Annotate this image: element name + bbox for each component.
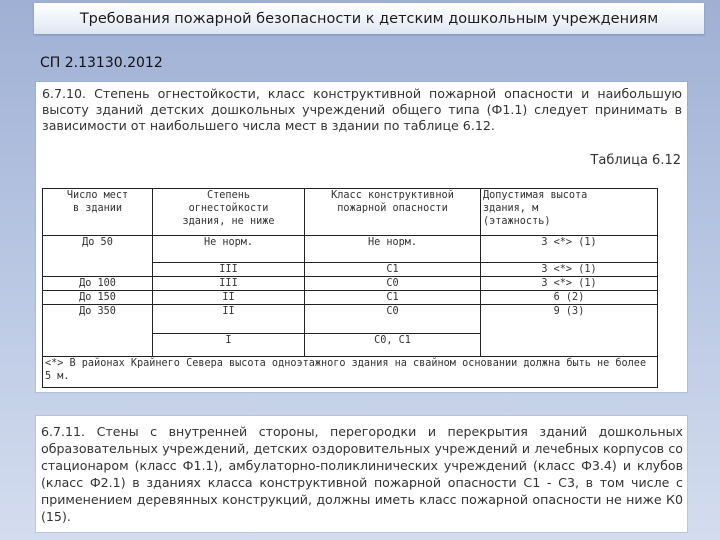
- table-cell: До 150: [43, 291, 153, 305]
- table-cell: Не норм.: [153, 236, 305, 263]
- fire-resistance-table: [42, 188, 658, 388]
- table-cell: III: [153, 277, 305, 291]
- slide-title: Требования пожарной безопасности к детским дошкольным учреждениям: [79, 10, 659, 27]
- table-row: [43, 305, 658, 334]
- table-row: [43, 236, 658, 263]
- table-cell: До 100: [43, 277, 153, 291]
- table-cell: С0, С1: [305, 334, 481, 357]
- table-cell: II: [153, 305, 305, 334]
- table-cell: 3 <*> (1): [481, 236, 658, 263]
- table-caption: Таблица 6.12: [590, 153, 681, 168]
- table-cell: С0: [305, 305, 481, 334]
- table-footnote-row: [43, 357, 658, 388]
- table-row: [43, 334, 658, 357]
- paragraph-6-7-10: 6.7.10. Степень огнестойкости, класс конструктивной пожарной опасности и наибольшую высоту зданий детских дошкольных учреждений общего типа (Ф1.1) следует принимать в зависимости от наибольшего числа мест в здании по таблице 6.12.: [42, 86, 682, 133]
- document-code: СП 2.13130.2012: [40, 55, 163, 71]
- table-cell: С1: [305, 263, 481, 277]
- table-cell: 3 <*> (1): [481, 263, 658, 277]
- table-cell: 9 (3): [481, 305, 658, 334]
- slide-title-bar: [34, 3, 704, 34]
- table-cell: С1: [305, 291, 481, 305]
- table-row: [43, 263, 658, 277]
- header-allowed-height: Допустимая высота здания, м (этажность): [481, 189, 658, 236]
- table-cell: III: [153, 263, 305, 277]
- table-cell: Не норм.: [305, 236, 481, 263]
- table-row: [43, 277, 658, 291]
- paragraph-6-7-11: 6.7.11. Стены с внутренней стороны, перегородки и перекрытия зданий дошкольных образовательных учреждений, детских оздоровительных учреждений и лечебных корпусов со стационаром (класс Ф1.1), амбулаторно-поликлинических учреждений (класс Ф3.4) и клубов (класс Ф2.1) в зданиях класса конструктивной пожарной опасности С1 - С3, в том числе с применением деревянных конструкций, должны иметь класс пожарной опасности не ниже К0 (15).: [41, 424, 683, 524]
- table-cell: II: [153, 291, 305, 305]
- table-cell: До 50: [43, 236, 153, 263]
- table-cell: 3 <*> (1): [481, 277, 658, 291]
- table-header-row: [43, 189, 658, 236]
- excerpt-panel-6-7-11: [36, 416, 687, 532]
- header-hazard-class: Класс конструктивной пожарной опасности: [305, 189, 481, 236]
- table-footnote: <*> В районах Крайнего Севера высота одноэтажного здания на свайном основании должна быть не более 5 м.: [43, 357, 658, 388]
- header-fire-resistance: Степень огнестойкости здания, не ниже: [153, 189, 305, 236]
- table-cell: [43, 263, 153, 277]
- header-seats: Число мест в здании: [43, 189, 153, 236]
- table-cell: С0: [305, 277, 481, 291]
- table-cell: I: [153, 334, 305, 357]
- table-cell: 6 (2): [481, 291, 658, 305]
- table-cell: [43, 334, 153, 357]
- table-cell: [481, 334, 658, 357]
- table-cell: До 350: [43, 305, 153, 334]
- excerpt-panel-6-7-10: [36, 82, 687, 392]
- table-row: [43, 291, 658, 305]
